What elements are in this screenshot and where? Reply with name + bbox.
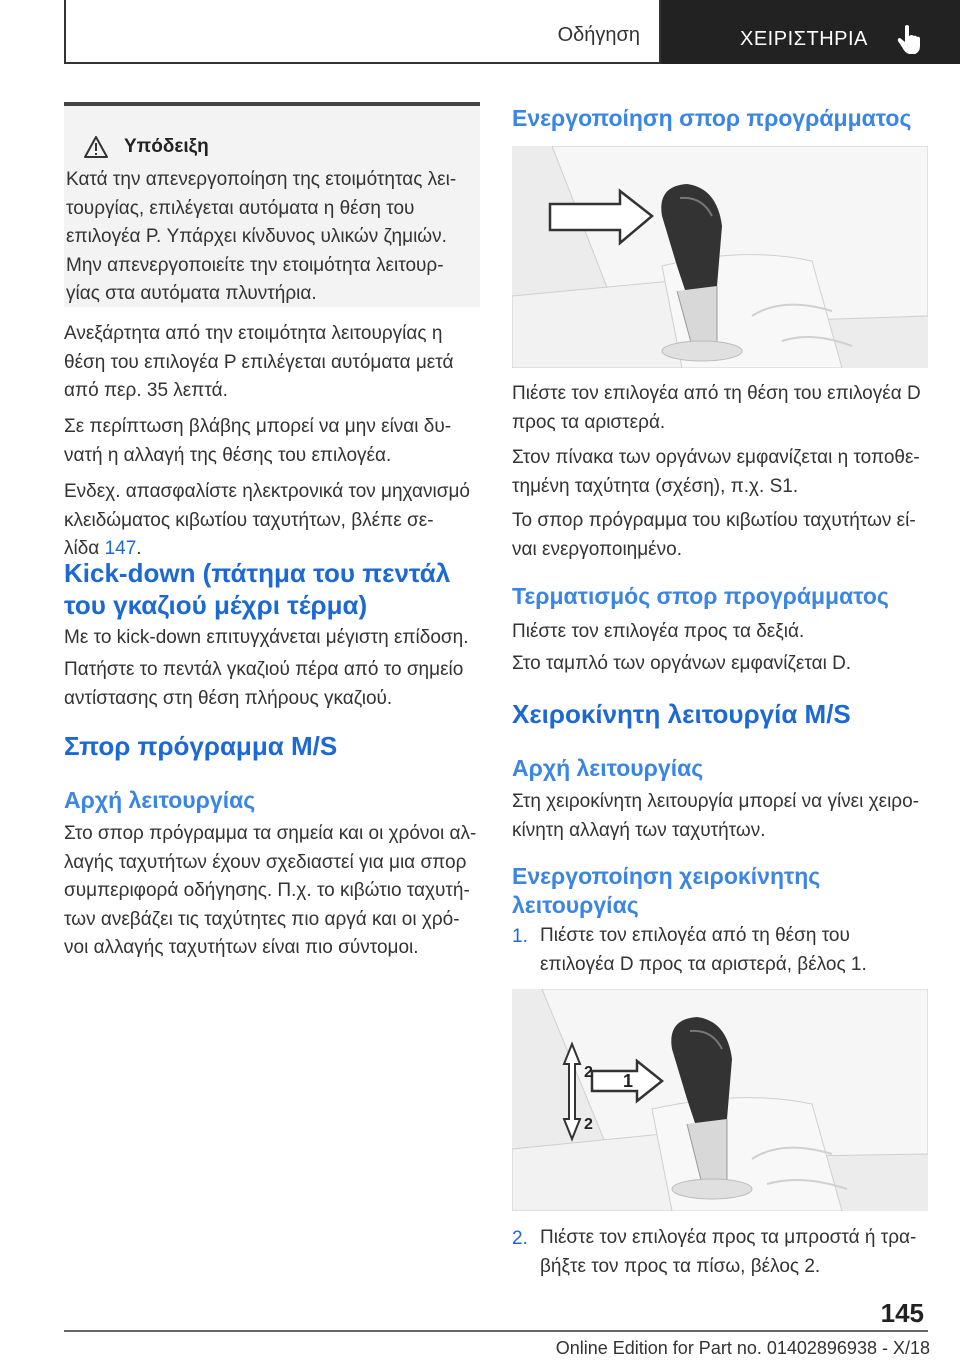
paragraph-kickdown-2: Πατήστε το πεντάλ γκαζιού πέρα από το σημείο αντίστασης στη θέση πλήρους γκαζιού. [64, 659, 464, 709]
paragraph-principle: Στο σπορ πρόγραμμα τα σημεία και οι χρόνοι αλ- λαγής ταχυτήτων έχουν σχεδιαστεί για μια σπορ συμπεριφορά οδήγησης. Π.χ. το κιβώτιο ταχυτή- των ανεβάζει τις ταχύτητες πιο αργά και οι χρό- νοι αλλαγής ταχυτήτων είναι πιο σύντομοι. [64, 823, 477, 959]
paragraph-malfunction: Σε περίπτωση βλάβης μπορεί να μην είναι δυ- νατή η αλλαγή της θέσης του επιλογέα. [64, 416, 452, 466]
note-box [64, 102, 480, 307]
paragraph-kickdown-1: Με το kick-down επιτυγχάνεται μέγιστη επίδοση. [64, 627, 469, 648]
gear-selector-illustration [512, 146, 928, 368]
paragraph-activate-2: Στον πίνακα των οργάνων εμφανίζεται η τοποθε- τημένη ταχύτητα (σχέση), π.χ. S1. [512, 447, 920, 497]
paragraph-end-2: Στο ταμπλό των οργάνων εμφανίζεται D. [512, 653, 852, 674]
arrow-1-label: 1 [622, 1071, 634, 1091]
header-chapter-label: ΧΕΙΡΙΣΤΗΡΙΑ [740, 28, 868, 50]
step-2-text: Πιέστε τον επιλογέα προς τα μπροστά ή τρα- βήξτε τον προς τα πίσω, βέλος 2. [540, 1227, 917, 1277]
paragraph-activate-1: Πιέστε τον επιλογέα από τη θέση του επιλογέα D προς τα αριστερά. [512, 383, 921, 433]
figure-selector-manual [512, 989, 928, 1211]
header-rule-bottom [64, 62, 661, 64]
heading-end-sport: Τερματισμός σπορ προγράμματος [512, 583, 889, 609]
step-2-number: 2. [512, 1228, 528, 1249]
heading-activate-manual: Ενεργοποίηση χειροκίνητης λειτουργίας [512, 863, 821, 918]
footer-rule [64, 1330, 928, 1332]
heading-manual-mode: Χειροκίνητη λειτουργία M/S [512, 699, 851, 729]
heading-principle-right: Αρχή λειτουργίας [512, 755, 704, 781]
hand-pointer-icon [897, 24, 925, 54]
arrow-2-label-bottom: 2 [584, 1116, 593, 1133]
page-link-147[interactable]: 147 [104, 538, 137, 560]
paragraph-unlock: Ενδεχ. απασφαλίστε ηλεκτρονικά τον μηχανισμό κλειδώματος κιβωτίου ταχυτήτων, βλέπε σε- λίδα 147. [64, 481, 470, 560]
paragraph-manual: Στη χειροκίνητη λειτουργία μπορεί να γίνει χειρο- κίνητη αλλαγή των ταχυτήτων. [512, 791, 919, 841]
note-text: Κατά την απενεργοποίηση της ετοιμότητας λει- τουργίας, επιλέγεται αυτόματα η θέση του επιλογέα P. Υπάρχει κίνδυνος υλικών ζημιών. Μην απενεργοποιείτε την ετοιμότητα λειτουρ- γίας στα αυτόματα πλυντήρια. [66, 169, 457, 305]
paragraph-end-1: Πιέστε τον επιλογέα προς τα δεξιά. [512, 621, 805, 642]
step-1-number: 1. [512, 926, 528, 947]
arrow-2-label-top: 2 [584, 1064, 593, 1081]
gear-selector-manual-illustration [512, 989, 928, 1211]
header-rule-left [64, 0, 66, 64]
header-section-label: Οδήγηση [557, 24, 640, 46]
figure-selector-left [512, 146, 928, 368]
heading-activate-sport: Ενεργοποίηση σπορ προγράμματος [512, 105, 912, 131]
paragraph-auto-park: Ανεξάρτητα από την ετοιμότητα λειτουργίας η θέση του επιλογέα P επιλέγεται αυτόματα μετά από περ. 35 λεπτά. [64, 323, 454, 402]
heading-principle-left: Αρχή λειτουργίας [64, 787, 256, 813]
footer-edition: Online Edition for Part no. 01402896938 - X/18 [555, 1338, 930, 1358]
paragraph-activate-3: Το σπορ πρόγραμμα του κιβωτίου ταχυτήτων εί- ναι ενεργοποιημένο. [512, 510, 916, 560]
warning-icon [84, 136, 108, 158]
heading-kickdown: Kick-down (πάτημα του πεντάλ του γκαζιού μέχρι τέρμα) [64, 558, 451, 620]
step-1-text: Πιέστε τον επιλογέα από τη θέση του επιλογέα D προς τα αριστερά, βέλος 1. [540, 925, 867, 975]
heading-sport-program: Σπορ πρόγραμμα M/S [64, 731, 338, 761]
note-title: Υπόδειξη [124, 136, 209, 157]
page-number: 145 [880, 1298, 924, 1328]
